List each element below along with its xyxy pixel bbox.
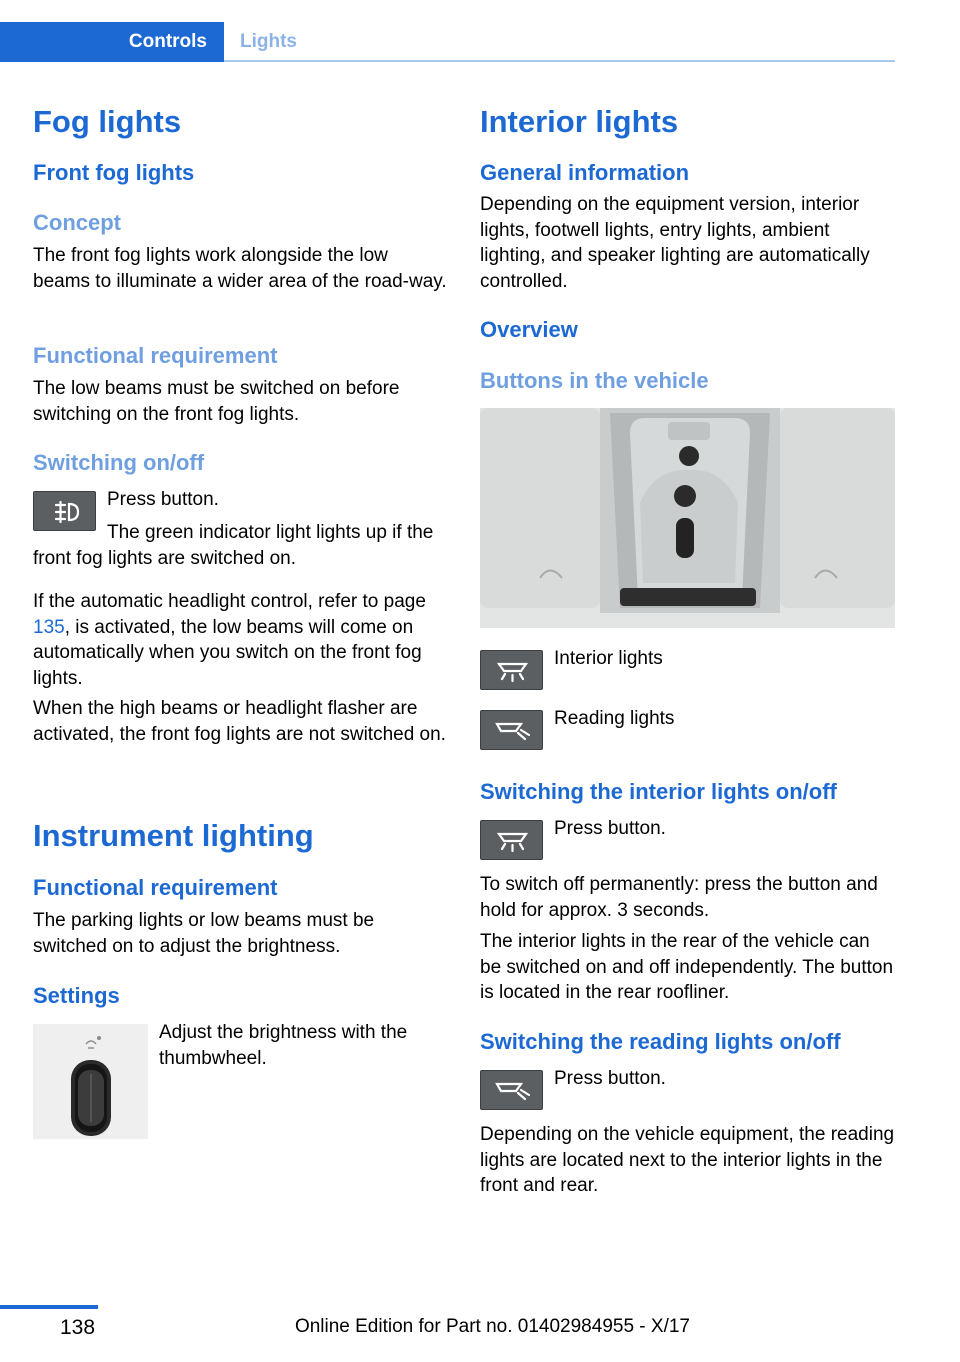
switching-heading: Switching on/off: [33, 450, 205, 475]
switch-off-permanently-text: To switch off permanently: press the button and hold for approx. 3 seconds.: [480, 874, 878, 921]
concept-heading: Concept: [33, 210, 121, 235]
front-fog-lights-heading: Front fog lights: [33, 160, 195, 185]
reading-lights-label: Reading lights: [554, 708, 675, 729]
press-button-interior: Press button.: [554, 818, 666, 839]
reading-lights-location-text: Depending on the vehicle equipment, the reading lights are located next to the interior lights in the front and rear.: [480, 1124, 895, 1196]
buttons-in-vehicle-heading: Buttons in the vehicle: [480, 368, 709, 393]
concept-text: The front fog lights work alongside the low beams to illuminate a wider area of the road‐way.: [33, 245, 447, 292]
reading-lights-button-icon-2: [480, 1070, 543, 1110]
settings-heading: Settings: [33, 983, 120, 1008]
auto-text-post: , is activated, the low beams will come on automatically when you switch on the front fog lights.: [33, 616, 422, 689]
auto-text-pre: If the automatic headlight control, refer to page: [33, 591, 426, 612]
tab-lights[interactable]: Lights: [240, 31, 297, 52]
switch-reading-lights-heading: Switching the reading lights on/off: [480, 1029, 841, 1054]
header-tabs: [0, 0, 895, 62]
page-number: 138: [60, 1316, 96, 1339]
auto-headlight-text: [33, 589, 448, 691]
page-135-link[interactable]: 135: [33, 616, 65, 638]
interior-lights-label: Interior lights: [554, 648, 663, 669]
interior-lights-heading: Interior lights: [480, 104, 679, 139]
tab-controls[interactable]: Controls: [0, 22, 224, 62]
fog-lights-heading: Fog lights: [33, 104, 182, 139]
rear-interior-lights-text: The interior lights in the rear of the vehicle can be switched on and off independently. The button is located in the rear roofliner.: [480, 931, 894, 1003]
general-information-text: Depending on the equipment version, interior lights, footwell lights, entry lights, ambient lighting, and speaker lighting are automatically controlled.: [480, 194, 870, 292]
instrument-lighting-heading: Instrument lighting: [33, 818, 314, 853]
switch-interior-lights-heading: Switching the interior lights on/off: [480, 779, 837, 804]
general-information-heading: General information: [480, 160, 690, 185]
thumbwheel-image: [33, 1024, 148, 1139]
footer-rule: [0, 1305, 98, 1309]
roof-console-image: [480, 408, 895, 628]
interior-lights-button-icon: [480, 650, 543, 690]
functional-requirement-text: The low beams must be switched on before switching on the front fog lights.: [33, 378, 400, 425]
settings-text: Adjust the brightness with the thumbwheel.: [159, 1022, 408, 1069]
high-beams-text: When the high beams or headlight flasher are activated, the front fog lights are not switched on.: [33, 698, 446, 745]
instrument-functional-requirement-heading: Functional requirement: [33, 875, 278, 900]
overview-heading: Overview: [480, 317, 578, 342]
press-button-reading: Press button.: [554, 1068, 666, 1089]
instrument-functional-requirement-text: The parking lights or low beams must be switched on to adjust the brightness.: [33, 910, 375, 957]
interior-lights-button-icon-2: [480, 820, 543, 860]
green-indicator-text: The green indicator light lights up if the front fog lights are switched on.: [33, 522, 434, 569]
press-button-text: Press button.: [107, 489, 219, 510]
edition-text: Online Edition for Part no. 01402984955 - X/17: [294, 1316, 690, 1337]
reading-lights-button-icon: [480, 710, 543, 750]
header-rule: [224, 60, 895, 62]
functional-requirement-heading: Functional requirement: [33, 343, 278, 368]
